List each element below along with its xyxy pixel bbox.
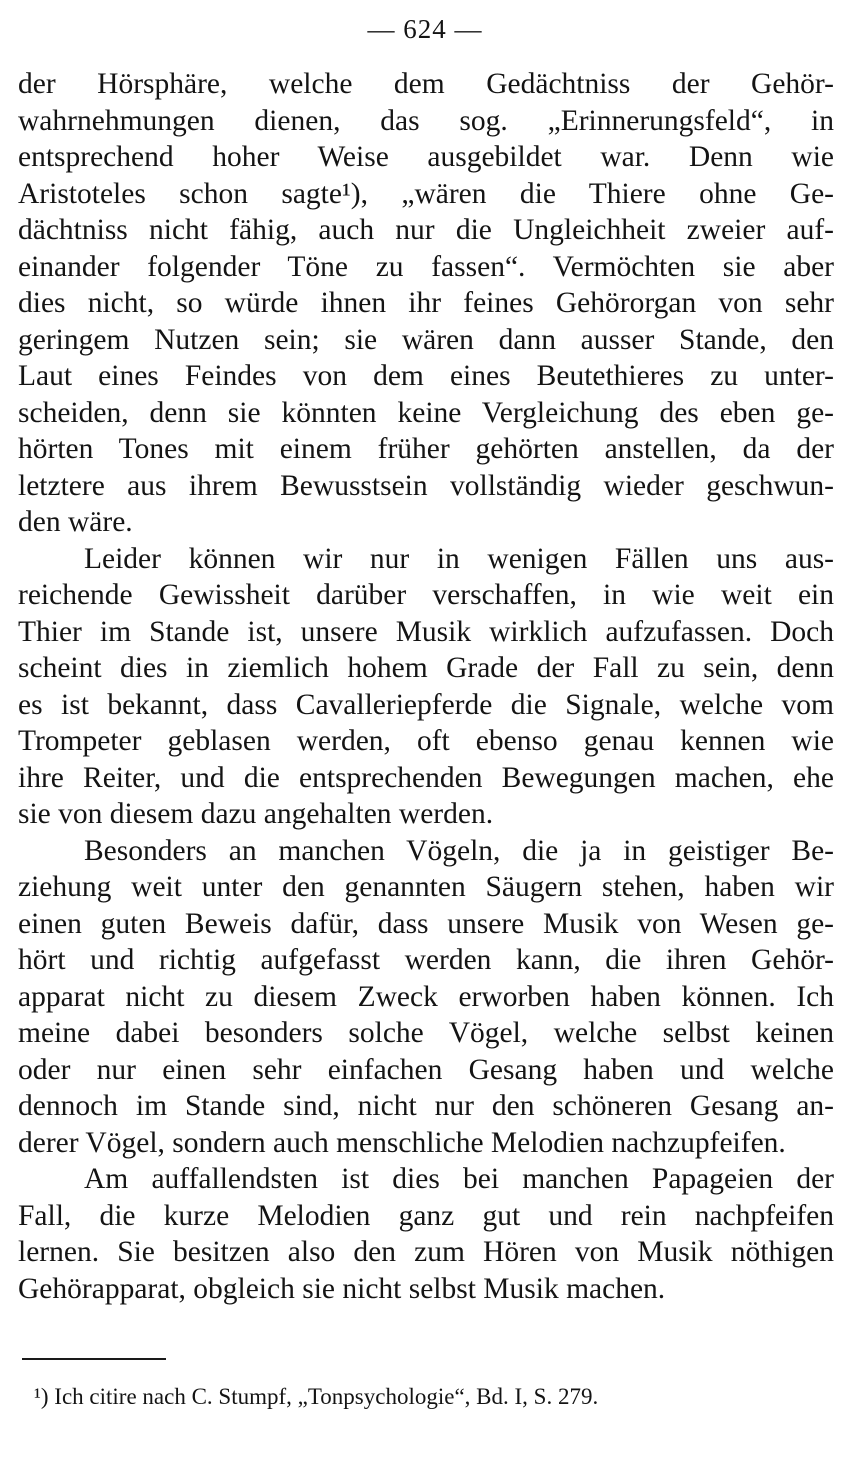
text-line: Am auffallendsten ist dies bei manchen Papageien der — [84, 1163, 834, 1195]
text-line: letztere aus ihrem Bewusstsein vollständig wieder geschwun- — [18, 469, 834, 502]
text-line: Besonders an manchen Vögeln, die ja in geistiger Be- — [84, 834, 834, 867]
paragraph-4 — [18, 1161, 834, 1307]
text-line: wahrnehmungen dienen, das sog. „Erinnerungsfeld“, in — [18, 104, 834, 137]
text-line: einander folgender Töne zu fassen“. Vermöchten sie aber — [18, 250, 834, 283]
text-line: dächtniss nicht fähig, auch nur die Ungleichheit zweier auf- — [18, 214, 834, 246]
text-line: Trompeter geblasen werden, oft ebenso genau kennen wie — [18, 725, 834, 757]
text-line: Thier im Stande ist, unsere Musik wirklich aufzufassen. Doch — [18, 615, 834, 648]
text-line: hörten Tones mit einem früher gehörten anstellen, da der — [18, 433, 834, 465]
footnote-divider — [22, 1358, 166, 1360]
text-line: Gehörapparat, obgleich sie nicht selbst Musik machen. — [18, 1272, 666, 1305]
text-line: der Hörsphäre, welche dem Gedächtniss der Gehör- — [18, 68, 834, 100]
text-line: den wäre. — [18, 506, 133, 538]
text-line: entsprechend hoher Weise ausgebildet war. Denn wie — [18, 141, 834, 173]
text-line: derer Vögel, sondern auch menschliche Melodien nachzupfeifen. — [18, 1126, 786, 1159]
text-line: ziehung weit unter den genannten Säugern stehen, haben wir — [18, 871, 834, 903]
text-line: scheiden, denn sie könnten keine Vergleichung des eben ge- — [18, 396, 834, 429]
text-line: dies nicht, so würde ihnen ihr feines Gehörorgan von sehr — [18, 287, 834, 319]
paragraph-3 — [18, 833, 834, 1162]
text-line: Leider können wir nur in wenigen Fällen uns aus- — [84, 542, 834, 575]
text-line: dennoch im Stande sind, nicht nur den schöneren Gesang an- — [18, 1090, 834, 1122]
page-number: — 624 — — [367, 14, 483, 44]
text-line: sie von diesem dazu angehalten werden. — [18, 798, 494, 830]
text-line: reichende Gewissheit darüber verschaffen, in wie weit ein — [18, 579, 834, 611]
text-line: geringem Nutzen sein; sie wären dann ausser Stande, den — [18, 323, 834, 356]
paragraph-2 — [18, 541, 834, 833]
text-line: Laut eines Feindes von dem eines Beutethieres zu unter- — [18, 360, 834, 392]
text-line: es ist bekannt, dass Cavalleriepferde die Signale, welche vom — [18, 688, 834, 721]
text-line: ihre Reiter, und die entsprechenden Bewegungen machen, ehe — [18, 761, 834, 794]
body-text — [18, 66, 834, 1307]
text-line: apparat nicht zu diesem Zweck erworben haben können. Ich — [18, 980, 834, 1013]
text-line: scheint dies in ziemlich hohem Grade der Fall zu sein, denn — [18, 652, 834, 684]
paragraph-1 — [18, 66, 834, 541]
text-line: hört und richtig aufgefasst werden kann, die ihren Gehör- — [18, 944, 834, 976]
text-line: Fall, die kurze Melodien ganz gut und rein nachpfeifen — [18, 1199, 834, 1232]
text-line: oder nur einen sehr einfachen Gesang haben und welche — [18, 1053, 834, 1086]
text-line: einen guten Beweis dafür, dass unsere Musik von Wesen ge- — [18, 907, 834, 940]
footnote: ¹) Ich citire nach C. Stumpf, „Tonpsychologie“, Bd. I, S. 279. — [34, 1384, 599, 1409]
text-line: Aristoteles schon sagte¹), „wären die Thiere ohne Ge- — [18, 177, 834, 210]
text-line: meine dabei besonders solche Vögel, welche selbst keinen — [18, 1017, 834, 1049]
text-line: lernen. Sie besitzen also den zum Hören von Musik nöthigen — [18, 1236, 834, 1268]
